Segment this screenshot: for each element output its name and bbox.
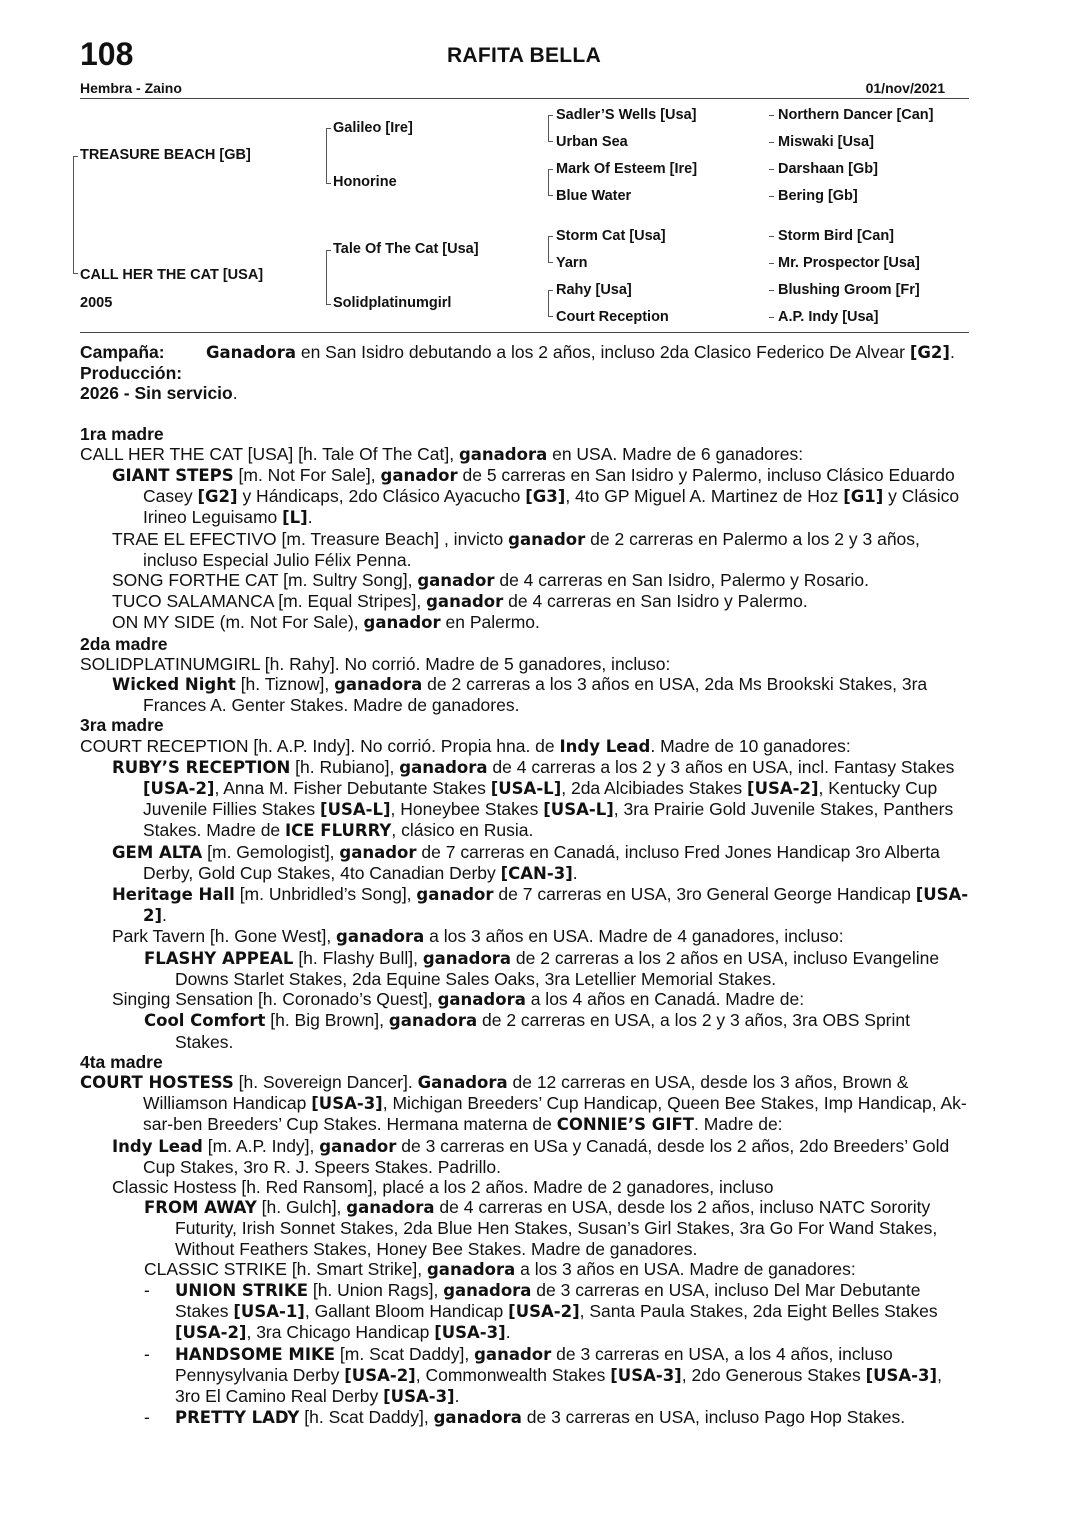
bracket-tick <box>548 195 553 196</box>
catalog-date: 01/nov/2021 <box>865 80 945 96</box>
madre3-entry <box>80 926 970 947</box>
bracket-gen3 <box>548 115 549 142</box>
t: [m. Gemologist], <box>202 841 340 862</box>
t: ganadora <box>422 948 512 968</box>
t: Ganadora <box>417 1072 508 1092</box>
bracket-tick <box>73 273 78 274</box>
t: ganador <box>380 466 458 486</box>
t: [USA-1] <box>233 1302 305 1322</box>
madre4-dash-entry <box>80 1344 970 1408</box>
t: Heritage Hall <box>112 885 235 905</box>
gen4-tick <box>769 196 774 197</box>
t: ganador <box>508 529 586 549</box>
campaign-lead: Ganadora <box>206 343 296 362</box>
t: de 4 carreras en USA, desde los 2 años, incluso NATC Sorority Futurity, Irish Sonnet Stakes, 2da Blue Hen Stakes, Susan’s Girl Stakes, 3ra Go For Wand Stakes, Without Feathers Stakes, Honey Bee Stakes. Madre de ganadores. <box>175 1197 938 1259</box>
t: [CAN-3] <box>500 863 573 883</box>
gen4-tick <box>769 290 774 291</box>
t: ganador <box>416 885 494 905</box>
madre1-entry <box>80 570 970 591</box>
madre4-intro <box>80 1072 970 1136</box>
pedigree-bottom-rule <box>80 332 969 333</box>
t: [h. Scat Daddy], <box>299 1407 434 1428</box>
gen4-tick <box>769 142 774 143</box>
t: , 3ra Chicago Handicap <box>246 1322 435 1343</box>
t: [L] <box>282 508 308 528</box>
t: de 12 carreras en USA, desde los 3 años, Brown & Williamson Handicap <box>143 1071 909 1114</box>
pedigree-gen3: Mark Of Esteem [Ire] <box>556 161 698 177</box>
t: , Commonwealth Stakes <box>415 1364 611 1385</box>
madre1-entry <box>80 612 970 633</box>
t: ON MY SIDE (m. Not For Sale), <box>112 612 364 633</box>
t: , Kentucky Cup Juvenile Fillies Stakes <box>143 778 938 820</box>
madre2-entry <box>80 674 970 715</box>
t: [h. Sovereign Dancer]. <box>233 1071 418 1092</box>
madre1-intro <box>80 444 970 465</box>
t: FROM AWAY <box>144 1198 257 1218</box>
pedigree-birth-year: 2005 <box>80 295 113 311</box>
t: de 4 carreras en San Isidro, Palermo y Rosario. <box>494 570 869 591</box>
pedigree-gen4: Northern Dancer [Can] <box>778 107 934 123</box>
t: de 3 carreras en USA, incluso Del Mar Debutante Stakes <box>175 1279 921 1322</box>
t: . <box>572 862 578 883</box>
t: de 2 carreras a los 3 años en USA, 2da Ms Brookski Stakes, 3ra Frances A. Genter Stakes. Madre de ganadores. <box>143 674 928 716</box>
gen4-tick <box>769 236 774 237</box>
t: , Michigan Breeders’ Cup Handicap, Queen Bee Stakes, Imp Handicap, Ak-sar-ben Breeders’ Cup Stakes. Hermana materna de <box>143 1093 967 1135</box>
t: RUBY’S RECEPTION <box>112 757 291 777</box>
t: [h. Rubiano], <box>290 756 400 777</box>
t: COURT HOSTESS <box>80 1072 234 1092</box>
t: , Gallant Bloom Handicap <box>304 1301 509 1322</box>
pedigree-gen2: Galileo [Ire] <box>333 120 413 136</box>
madre3-entry <box>80 757 970 842</box>
t: ganadora <box>443 1280 532 1300</box>
t: Park Tavern [h. Gone West], <box>112 926 337 947</box>
madre3-subentry <box>80 948 970 989</box>
campaign-text <box>206 342 970 363</box>
t: [m. A.P. Indy], <box>202 1135 320 1156</box>
t: , 4to GP Miguel A. Martinez de Hoz <box>565 486 844 507</box>
madre1-entry <box>80 465 970 529</box>
t: [USA-2] <box>747 779 819 799</box>
t: de 3 carreras en USA, incluso Pago Hop Stakes. <box>521 1407 906 1428</box>
pedigree-gen4: Mr. Prospector [Usa] <box>778 255 920 271</box>
madre1-entry <box>80 529 970 570</box>
t: ganadora <box>458 444 548 464</box>
bracket-gen3 <box>548 169 549 196</box>
bracket-tick <box>73 156 78 157</box>
pedigree-gen4: Blushing Groom [Fr] <box>778 282 920 298</box>
t: [USA-L] <box>320 800 391 820</box>
t: FLASHY APPEAL <box>144 948 294 968</box>
catalog-body <box>80 342 970 1428</box>
t: CONNIE’S GIFT <box>556 1115 695 1135</box>
t: [USA-2] <box>143 885 969 926</box>
pedigree-gen4: Darshaan [Gb] <box>778 161 878 177</box>
lot-number: 108 <box>80 36 134 72</box>
bracket-gen3 <box>548 290 549 317</box>
gen4-tick <box>769 169 774 170</box>
bracket-tick <box>326 183 331 184</box>
t: ganador <box>319 1136 397 1156</box>
t: , Anna M. Fisher Debutante Stakes <box>214 778 491 799</box>
t: GIANT STEPS <box>112 466 234 486</box>
t: . <box>307 507 313 528</box>
section-madre4: 4ta madre <box>80 1051 163 1072</box>
t: , Honeybee Stakes <box>390 799 544 820</box>
madre4-dash-entry <box>80 1280 970 1344</box>
t: [USA-L] <box>543 800 614 820</box>
t: de 3 carreras en USa y Canadá, desde los 2 años, 2do Breeders’ Gold Cup Stakes, 3ro R. J. Speers Stakes. Padrillo. <box>143 1135 950 1177</box>
t: [USA-3] <box>434 1323 506 1343</box>
t: Indy Lead <box>112 1136 203 1156</box>
t: ganadora <box>399 757 488 777</box>
t: CALL HER THE CAT [USA] [h. Tale Of The Cat], <box>80 443 459 464</box>
pedigree-gen3: Sadler’S Wells [Usa] <box>556 107 697 123</box>
sex-color: Hembra - Zaino <box>80 80 182 96</box>
madre3-entry <box>80 842 970 884</box>
t: , 2da Alcibiades Stakes <box>561 778 748 799</box>
pedigree-gen3: Yarn <box>556 255 588 271</box>
t: CLASSIC STRIKE [h. Smart Strike], <box>144 1258 427 1279</box>
section-madre2: 2da madre <box>80 633 168 654</box>
t: y Hándicaps, 2do Clásico Ayacucho <box>237 486 526 507</box>
t: en USA. Madre de 6 ganadores: <box>547 443 804 464</box>
pedigree-dam: CALL HER THE CAT [USA] <box>80 267 264 283</box>
pedigree-gen2: Solidplatinumgirl <box>333 295 452 311</box>
madre3-entry <box>80 884 970 926</box>
pedigree-gen3: Court Reception <box>556 309 669 325</box>
t: [m. Scat Daddy], <box>335 1343 475 1364</box>
madre4-subentry <box>80 1197 970 1259</box>
t: , Santa Paula Stakes, 2da Eight Belles Stakes <box>579 1301 938 1322</box>
pedigree-sire: TREASURE BEACH [GB] <box>80 147 251 163</box>
production-label: Producción: <box>80 363 183 384</box>
t: y Clásico Irineo Leguisamo <box>143 486 960 528</box>
t: GEM ALTA <box>112 842 203 862</box>
pedigree-gen4: Storm Bird [Can] <box>778 228 894 244</box>
t: a los 4 años en Canadá. Madre de: <box>525 989 805 1010</box>
t: . <box>454 1385 460 1406</box>
bracket-tick <box>548 316 553 317</box>
bracket-tick <box>548 290 553 291</box>
section-madre3: 3ra madre <box>80 715 164 736</box>
t: [h. Union Rags], <box>307 1279 444 1300</box>
dash-mark: - <box>144 1343 150 1364</box>
t: [G2] <box>197 487 238 507</box>
t: a los 3 años en USA. Madre de ganadores: <box>515 1258 856 1279</box>
pedigree-gen3: Rahy [Usa] <box>556 282 632 298</box>
t: . <box>505 1322 511 1343</box>
t: ganador <box>426 592 504 612</box>
t: [USA-2] <box>175 1323 247 1343</box>
t: [G1] <box>843 487 884 507</box>
campaign-body: en San Isidro debutando a los 2 años, incluso 2da Clasico Federico De Alvear <box>295 342 910 362</box>
t: [USA-3] <box>383 1386 455 1406</box>
t: ganadora <box>388 1011 478 1031</box>
madre1-entry <box>80 591 970 612</box>
t: , 3ro El Camino Real Derby <box>175 1364 942 1406</box>
t: , 2do Generous Stakes <box>681 1364 866 1385</box>
t: ganador <box>417 571 495 591</box>
t: Singing Sensation [h. Coronado’s Quest], <box>112 989 438 1010</box>
production-value: 2026 - Sin servicio <box>80 383 233 404</box>
madre3-entry <box>80 989 970 1010</box>
t: [USA-3] <box>865 1365 938 1385</box>
t: [m. Not For Sale], <box>233 465 381 486</box>
t: de 2 carreras en USA, a los 2 y 3 años, 3ra OBS Sprint Stakes. <box>175 1010 910 1052</box>
t: ganador <box>339 842 417 862</box>
t: SONG FORTHE CAT [m. Sultry Song], <box>112 570 418 591</box>
t: [G3] <box>525 487 566 507</box>
bracket-tick <box>326 250 331 251</box>
dash-mark: - <box>144 1279 150 1300</box>
t: Cool Comfort <box>144 1011 266 1031</box>
madre4-entry <box>80 1136 970 1177</box>
t: [USA-3] <box>311 1094 383 1114</box>
t: UNION STRIKE <box>175 1280 308 1300</box>
pedigree-gen4: A.P. Indy [Usa] <box>778 309 879 325</box>
bracket-tick <box>548 115 553 116</box>
t: en Palermo. <box>440 612 540 633</box>
madre4-entry <box>80 1177 970 1197</box>
t: Indy Lead <box>559 736 651 756</box>
bracket-gen2 <box>326 128 327 184</box>
bracket-gen1 <box>73 156 74 274</box>
bracket-tick <box>548 262 553 263</box>
gen4-tick <box>769 115 774 116</box>
pedigree-gen4: Miswaki [Usa] <box>778 134 874 150</box>
t: TRAE EL EFECTIVO [m. Treasure Beach] , invicto <box>112 528 509 549</box>
t: [USA-2] <box>344 1365 416 1385</box>
production-line <box>80 383 970 403</box>
t: ganadora <box>334 675 423 695</box>
t: ganadora <box>437 990 526 1010</box>
t: TUCO SALAMANCA [m. Equal Stripes], <box>112 591 427 612</box>
pedigree-gen3: Storm Cat [Usa] <box>556 228 666 244</box>
section-madre1: 1ra madre <box>80 423 164 444</box>
t: HANDSOME MIKE <box>175 1344 336 1364</box>
t: de 7 carreras en Canadá, incluso Fred Jones Handicap 3ro Alberta Derby, Gold Cup Stakes, 4to Canadian Derby <box>143 841 940 883</box>
t: ganadora <box>346 1198 435 1218</box>
t: ganadora <box>427 1259 516 1279</box>
t: . <box>162 905 167 926</box>
pedigree-gen3: Blue Water <box>556 188 632 204</box>
t: ganador <box>363 613 441 633</box>
bracket-tick <box>326 128 331 129</box>
t: a los 3 años en USA. Madre de 4 ganadores, incluso: <box>424 926 844 947</box>
t: [h. Flashy Bull], <box>293 947 423 968</box>
t: [m. Unbridled’s Song], <box>234 884 417 905</box>
t: [USA-2] <box>143 779 215 799</box>
madre2-intro: SOLIDPLATINUMGIRL [h. Rahy]. No corrió. Madre de 5 ganadores, incluso: <box>80 653 671 674</box>
campaign-end: . <box>949 342 955 362</box>
t: ICE FLURRY <box>285 821 392 841</box>
horse-name: RAFITA BELLA <box>446 44 602 67</box>
bracket-tick <box>326 304 331 305</box>
top-rule <box>80 98 969 99</box>
production-end: . <box>232 383 238 404</box>
t: Wicked Night <box>112 675 236 695</box>
pedigree-gen4: Bering [Gb] <box>778 188 858 204</box>
t: de 5 carreras en San Isidro y Palermo, incluso Clásico Eduardo Casey <box>143 465 955 507</box>
t: de 3 carreras en USA, a los 4 años, incluso Pennysylvania Derby <box>175 1343 893 1385</box>
t: Classic Hostess [h. Red Ransom], placé a los 2 años. Madre de 2 ganadores, incluso <box>112 1176 774 1197</box>
campaign-label: Campaña: <box>80 342 165 362</box>
bracket-tick <box>548 236 553 237</box>
t: [USA-3] <box>610 1365 682 1385</box>
bracket-gen2 <box>326 250 327 305</box>
t: de 4 carreras a los 2 y 3 años en USA, incl. Fantasy Stakes <box>487 756 955 777</box>
t: [USA-2] <box>508 1302 580 1322</box>
t: ganadora <box>336 927 425 947</box>
t: de 4 carreras en San Isidro y Palermo. <box>503 591 808 612</box>
madre4-subentry <box>80 1259 970 1280</box>
pedigree-gen2: Tale Of The Cat [Usa] <box>333 241 479 257</box>
t: de 7 carreras en USA, 3ro General George Handicap <box>493 884 916 905</box>
campaign-grade: [G2] <box>909 343 950 362</box>
madre4-dash-entry <box>80 1407 970 1428</box>
madre3-subentry <box>80 1010 970 1051</box>
t: . Madre de: <box>694 1114 783 1135</box>
t: de 2 carreras a los 2 años en USA, incluso Evangeline Downs Starlet Stakes, 2da Equine Sales Oaks, 3ra Letellier Memorial Stakes. <box>175 947 940 989</box>
t: [h. Big Brown], <box>265 1010 389 1031</box>
bracket-tick <box>548 141 553 142</box>
bracket-gen3 <box>548 236 549 263</box>
t: [USA-L] <box>490 779 562 799</box>
t: de 2 carreras en Palermo a los 2 y 3 años, incluso Especial Julio Félix Penna. <box>143 528 920 570</box>
t: [h. Tiznow], <box>235 674 335 695</box>
t: , 3ra Prairie Gold Juvenile Stakes, Panthers Stakes. Madre de <box>143 799 954 841</box>
t: , clásico en Rusia. <box>391 820 534 841</box>
t: ganadora <box>433 1408 522 1428</box>
campaign <box>80 342 970 363</box>
madre3-intro <box>80 736 970 757</box>
t: ganador <box>474 1344 552 1364</box>
t: PRETTY LADY <box>175 1408 300 1428</box>
gen4-tick <box>769 263 774 264</box>
gen4-tick <box>769 317 774 318</box>
bracket-tick <box>548 169 553 170</box>
t: [h. Gulch], <box>256 1197 347 1218</box>
t: . Madre de 10 ganadores: <box>650 735 851 756</box>
dash-mark: - <box>144 1407 150 1428</box>
pedigree-gen3: Urban Sea <box>556 134 628 150</box>
t: COURT RECEPTION [h. A.P. Indy]. No corrió. Propia hna. de <box>80 735 560 756</box>
pedigree-gen2: Honorine <box>333 174 397 190</box>
